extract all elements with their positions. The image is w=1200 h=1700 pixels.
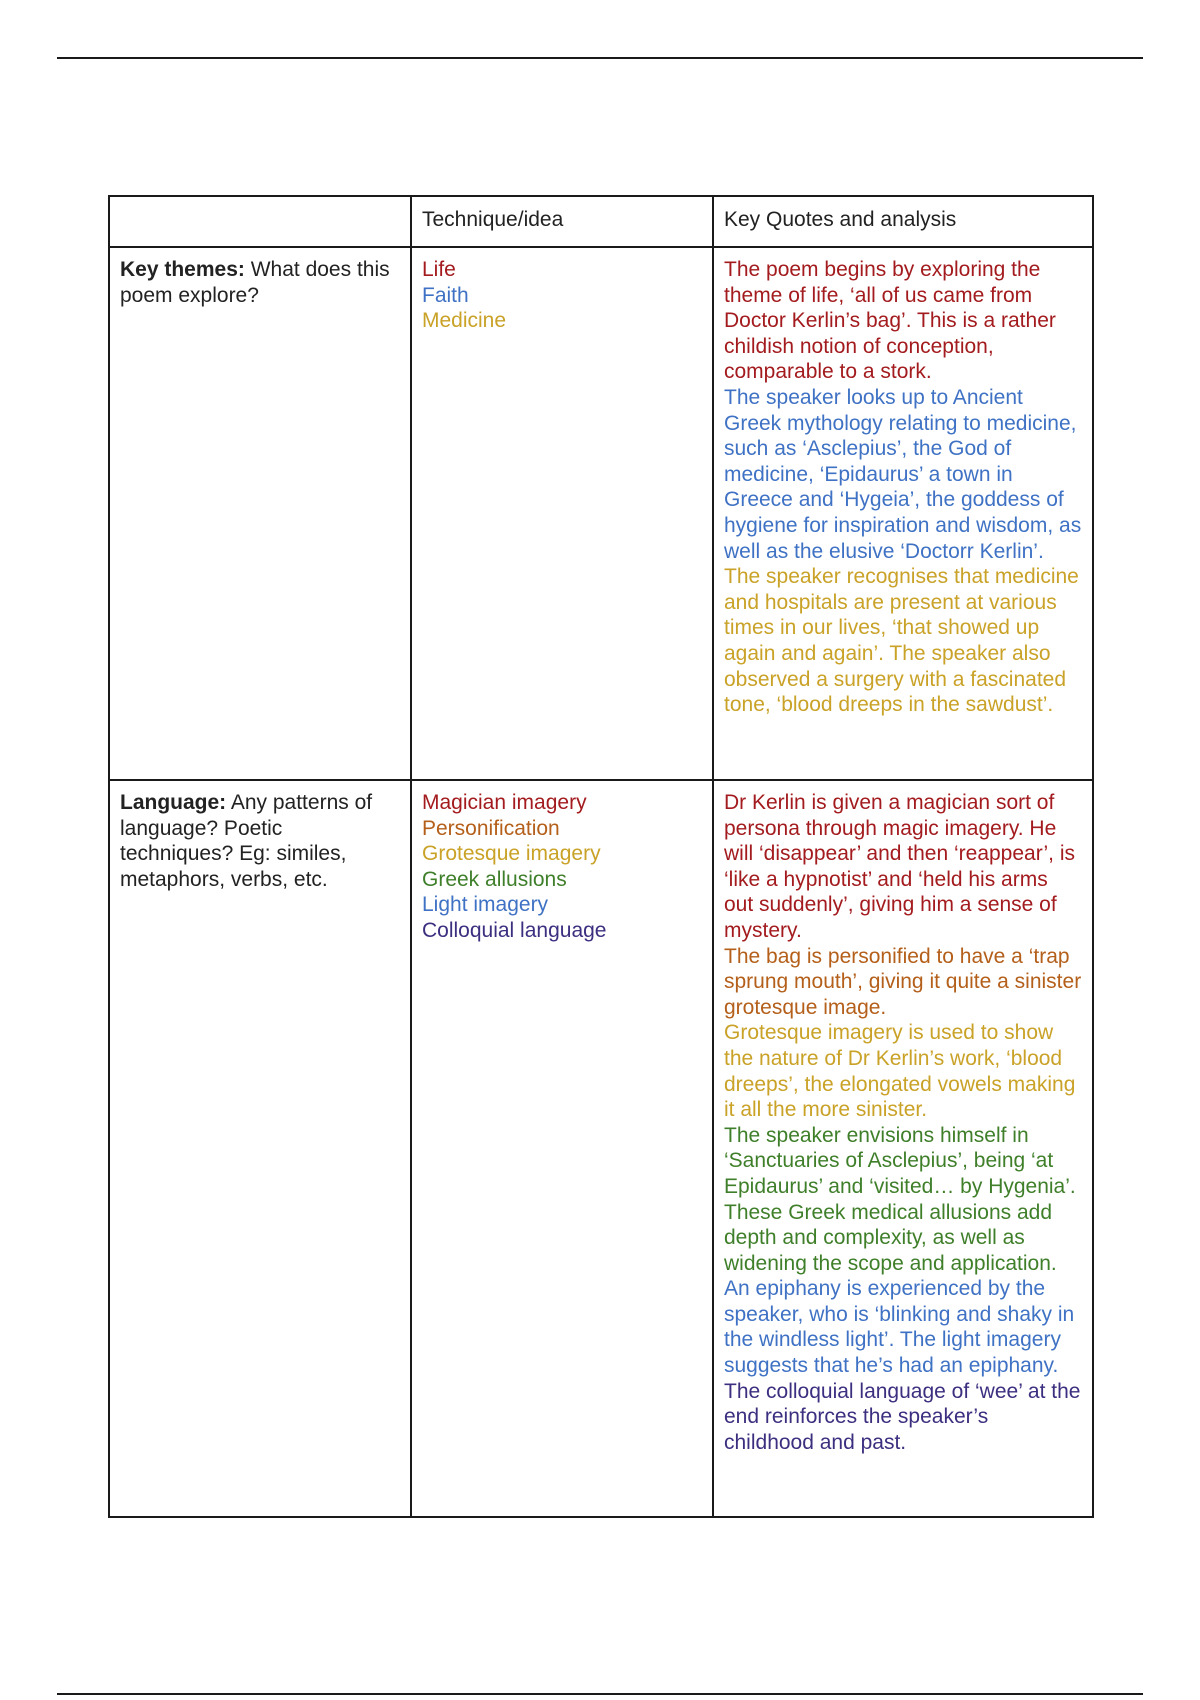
analysis-paragraph: The poem begins by exploring the theme of life, ‘all of us came from Doctor Kerlin’s bag’. This is a rather childish notion of conception, comparable to a stork. bbox=[724, 258, 1056, 384]
analysis-paragraph: The speaker recognises that medicine and hospitals are present at various times in our lives, ‘that showed up again and again’. The speaker also observed a surgery with a fascinated tone, ‘blood dreeps in the sawdust’. bbox=[724, 565, 1079, 717]
analysis-paragraph: Grotesque imagery is used to show the nature of Dr Kerlin’s work, ‘blood dreeps’, the elongated vowels making it all the more sinister. bbox=[724, 1021, 1076, 1122]
technique-item: Greek allusions bbox=[422, 867, 567, 891]
top-page-rule bbox=[57, 57, 1143, 59]
analysis-paragraph: The speaker looks up to Ancient Greek mythology relating to medicine, such as ‘Asclepius’, the God of medicine, ‘Epidaurus’ a town in Greece and ‘Hygeia’, the goddess of hygiene for inspiration and wisdom, as well as the elusive ‘Doctorr Kerlin’. bbox=[724, 385, 1082, 563]
row-label-bold: Language: bbox=[120, 791, 227, 814]
row-label-key-themes bbox=[109, 247, 411, 780]
row-label-bold: Key themes: bbox=[120, 258, 245, 281]
header-cell-empty bbox=[109, 196, 411, 247]
analysis-paragraph: The colloquial language of ‘wee’ at the end reinforces the speaker’s childhood and past. bbox=[724, 1379, 1081, 1454]
analysis-key-themes bbox=[713, 247, 1093, 780]
header-key-quotes: Key Quotes and analysis bbox=[713, 196, 1093, 247]
header-technique: Technique/idea bbox=[411, 196, 713, 247]
table-row-language bbox=[109, 780, 1093, 1517]
technique-item: Faith bbox=[422, 283, 469, 307]
technique-item: Personification bbox=[422, 816, 560, 840]
technique-item: Medicine bbox=[422, 309, 507, 333]
row-label-text: Any patterns of language? Poetic techniques? Eg: similes, metaphors, verbs, etc. bbox=[120, 791, 373, 891]
bottom-page-rule bbox=[57, 1693, 1143, 1695]
technique-item: Light imagery bbox=[422, 893, 549, 917]
analysis-paragraph: Dr Kerlin is given a magician sort of persona through magic imagery. He will ‘disappear’ and then ‘reappear’, is ‘like a hypnotist’ and ‘held his arms out suddenly’, giving him a sense of mystery. bbox=[724, 791, 1075, 942]
technique-list-language bbox=[411, 780, 713, 1517]
technique-item: Life bbox=[422, 258, 456, 281]
technique-item: Colloquial language bbox=[422, 918, 607, 942]
row-label-text: What does this poem explore? bbox=[120, 258, 390, 307]
poem-analysis-table bbox=[108, 195, 1094, 1518]
technique-list-key-themes bbox=[411, 247, 713, 780]
technique-item: Magician imagery bbox=[422, 791, 587, 814]
analysis-paragraph: An epiphany is experienced by the speaker, who is ‘blinking and shaky in the windless light’. The light imagery suggests that he’s had an epiphany. bbox=[724, 1277, 1075, 1378]
table-row-key-themes bbox=[109, 247, 1093, 780]
row-label-language bbox=[109, 780, 411, 1517]
analysis-paragraph: The bag is personified to have a ‘trap sprung mouth’, giving it quite a sinister grotesque image. bbox=[724, 944, 1082, 1019]
technique-item: Grotesque imagery bbox=[422, 842, 601, 866]
table-header-row bbox=[109, 196, 1093, 247]
analysis-language bbox=[713, 780, 1093, 1517]
analysis-paragraph: The speaker envisions himself in ‘Sanctuaries of Asclepius’, being ‘at Epidaurus’ and ‘visited… by Hygenia’. These Greek medical allusions add depth and complexity, as well as widening the scope and application. bbox=[724, 1123, 1076, 1275]
